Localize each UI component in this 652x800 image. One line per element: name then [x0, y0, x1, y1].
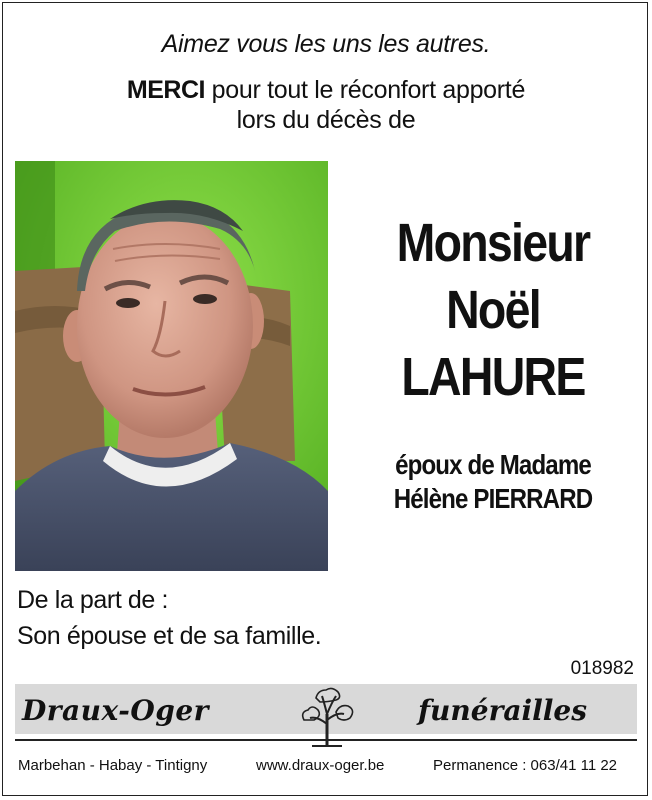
divider: [15, 739, 637, 741]
motto: Aimez vous les uns les autres.: [161, 30, 491, 58]
merci-word: MERCI: [126, 76, 205, 104]
funeral-home-name: Draux-Oger: [22, 694, 209, 727]
spouse-info: [360, 448, 627, 516]
thanks-line-1: [0, 75, 652, 105]
deceased-name: [360, 210, 627, 411]
thanks-message: [0, 75, 652, 135]
funeral-home-service: funérailles: [418, 694, 587, 727]
deceased-last-name: LAHURE: [401, 347, 585, 407]
deceased-first-name: Noël: [446, 280, 540, 340]
spouse-line-2: Hélène PIERRARD: [393, 483, 593, 514]
from-line-1: De la part de :: [17, 586, 169, 614]
from-line-2: Son épouse et de sa famille.: [17, 622, 322, 650]
deceased-title: Monsieur: [396, 213, 590, 273]
spouse-line-1: époux de Madame: [395, 449, 591, 480]
portrait-photo: [15, 161, 328, 571]
funeral-home-locations: Marbehan - Habay - Tintigny: [18, 757, 208, 774]
reference-number: 018982: [570, 658, 634, 679]
from-family: [17, 582, 321, 654]
thanks-line-2: lors du décès de: [236, 106, 416, 134]
funeral-home-website[interactable]: www.draux-oger.be: [256, 757, 385, 774]
funeral-home-phone: Permanence : 063/41 11 22: [433, 757, 618, 774]
thanks-line-1-rest: pour tout le réconfort apporté: [204, 76, 526, 104]
